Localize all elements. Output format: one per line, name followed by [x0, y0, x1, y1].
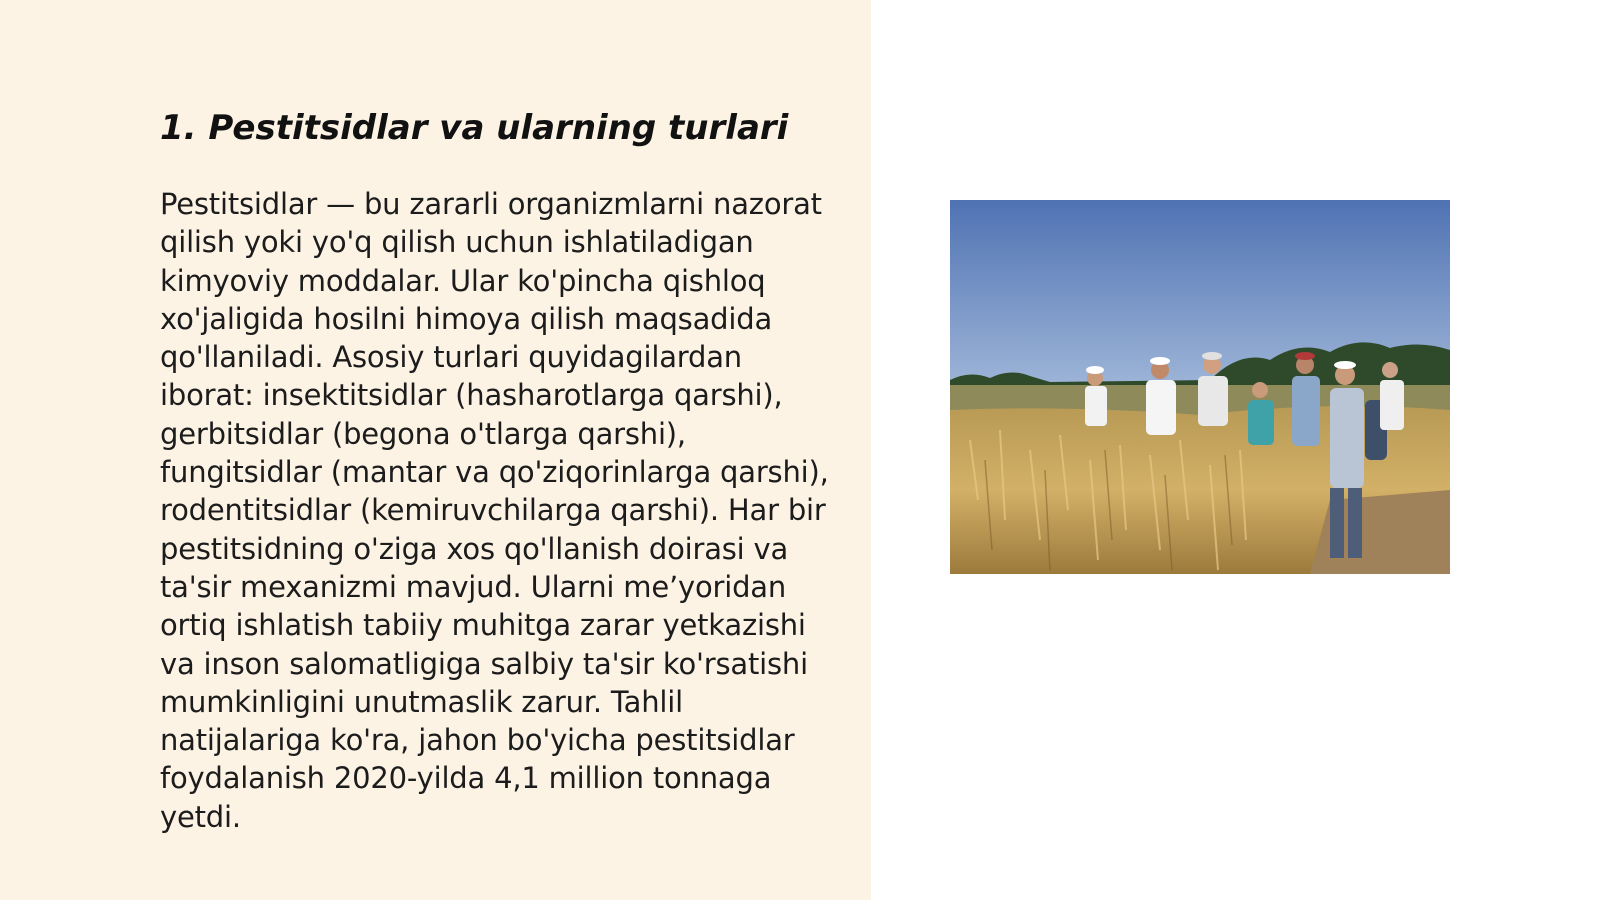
- slide-title: 1. Pestitsidlar va ularning turlari: [160, 108, 789, 148]
- wheat-field-photo: [950, 200, 1450, 574]
- slide-body-text: Pestitsidlar — bu zararli organizmlarni nazorat qilish yoki yo'q qilish uchun ishlatiladigan kimyoviy moddalar. Ular ko'pincha qishloq xo'jaligida hosilni himoya qilish maqsadida qo'llaniladi. Asosiy turlari quyidagilardan iborat: insektitsidlar (hasharotlarga qarshi), gerbitsidlar (begona o'tlarga qarshi), fungitsidlar (mantar va qo'ziqorinlarga qarshi), rodentitsidlar (kemiruvchilarga qarshi). Har bir pestitsidning o'ziga xos qo'llanish doirasi va ta'sir mexanizmi mavjud. Ularni me’yoridan ortiq ishlatish tabiiy muhitga zarar yetkazishi va inson salomatligiga salbiy ta'sir ko'rsatishi mumkinligini unutmaslik zarur. Tahlil natijalariga ko'ra, jahon bo'yicha pestitsidlar foydalanish 2020-yilda 4,1 million tonnaga yetdi.: [160, 187, 829, 834]
